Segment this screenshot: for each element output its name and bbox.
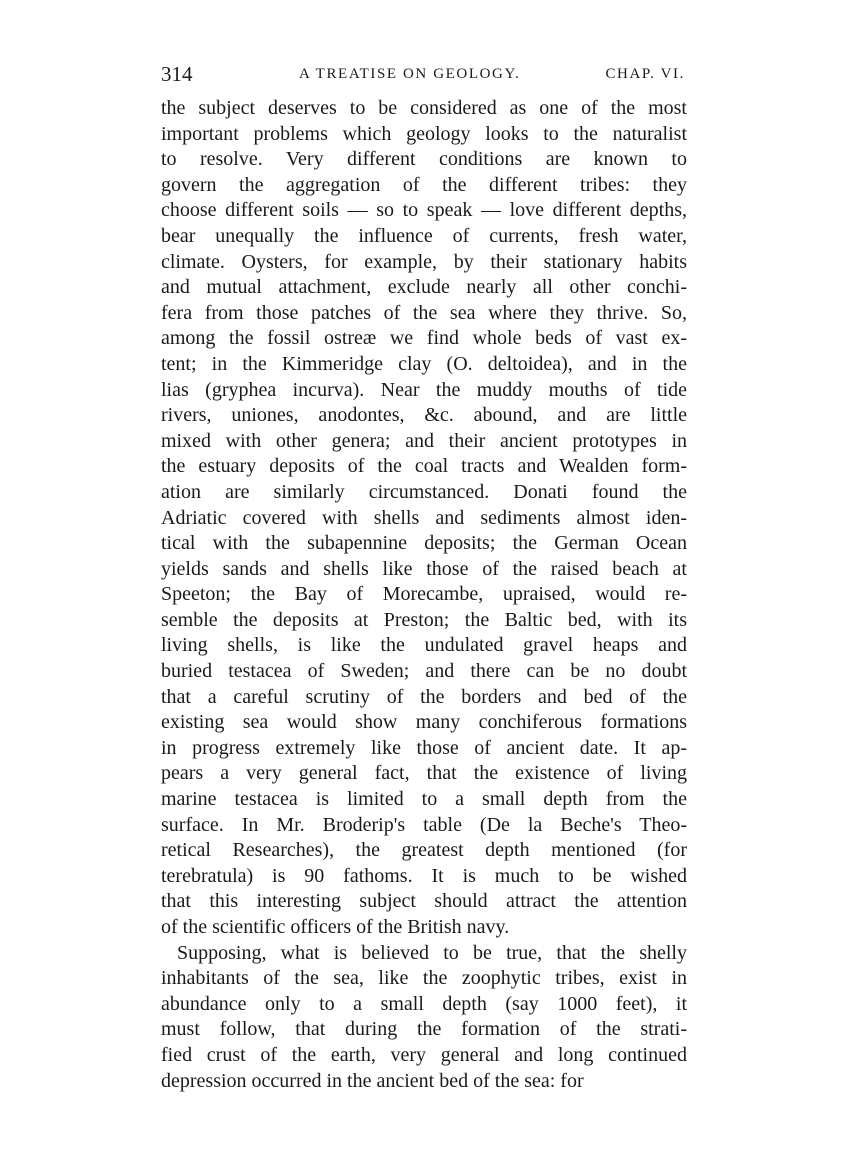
text-line: choose different soils — so to speak — love different depths, — [161, 199, 687, 222]
text-line: semble the deposits at Preston; the Baltic bed, with its — [161, 608, 687, 631]
text-line: yields sands and shells like those of the raised beach at — [161, 557, 687, 580]
running-head — [161, 58, 687, 90]
text-line: pears a very general fact, that the existence of living — [161, 762, 687, 785]
text-line: living shells, is like the undulated gravel heaps and — [161, 634, 687, 657]
text-line: fera from those patches of the sea where they thrive. So, — [161, 301, 687, 324]
body-text — [161, 96, 687, 1094]
text-line: the subject deserves to be considered as one of the most — [161, 97, 687, 119]
text-line: ation are similarly circumstanced. Donati found the — [161, 480, 687, 503]
text-line: tent; in the Kimmeridge clay (O. deltoidea), and in the — [161, 352, 687, 375]
text-line: Speeton; the Bay of Morecambe, upraised, would re- — [161, 583, 687, 606]
page-number: 314 — [161, 62, 193, 86]
text-line: rivers, uniones, anodontes, &c. abound, and are little — [161, 404, 687, 427]
book-title: A TREATISE ON GEOLOGY. — [299, 66, 521, 82]
text-line: terebratula) is 90 fathoms. It is much to be wished — [161, 864, 687, 887]
text-line: the estuary deposits of the coal tracts and Wealden form- — [161, 455, 687, 478]
text-line: that a careful scrutiny of the borders and bed of the — [161, 685, 687, 708]
text-line: among the fossil ostreæ we find whole beds of vast ex- — [161, 327, 687, 350]
text-line: lias (gryphea incurva). Near the muddy mouths of tide — [161, 378, 687, 401]
text-line: buried testacea of Sweden; and there can be no doubt — [161, 660, 687, 683]
text-line: Supposing, what is believed to be true, that the shelly — [177, 941, 687, 964]
text-line: of the scientific officers of the British navy. — [161, 916, 510, 938]
text-line: fied crust of the earth, very general and long continued — [161, 1043, 687, 1066]
text-line: mixed with other genera; and their ancient prototypes in — [161, 429, 687, 452]
text-line: in progress extremely like those of ancient date. It ap- — [161, 736, 687, 759]
text-line: surface. In Mr. Broderip's table (De la Beche's Theo- — [161, 813, 687, 836]
text-line: marine testacea is limited to a small depth from the — [161, 788, 687, 811]
text-line: tical with the subapennine deposits; the German Ocean — [161, 532, 687, 555]
text-line: and mutual attachment, exclude nearly all other conchi- — [161, 276, 687, 299]
text-line: Adriatic covered with shells and sediments almost iden- — [161, 506, 687, 529]
text-line: abundance only to a small depth (say 1000 feet), it — [161, 992, 687, 1015]
text-line: depression occurred in the ancient bed of the sea: for — [161, 1069, 584, 1092]
text-line: bear unequally the influence of currents, fresh water, — [161, 224, 687, 247]
paragraph-2 — [161, 941, 687, 1095]
text-line: to resolve. Very different conditions are known to — [161, 148, 687, 171]
book-page — [161, 58, 687, 1094]
text-line: that this interesting subject should attract the attention — [161, 890, 687, 913]
chapter-reference: CHAP. VI. — [605, 66, 685, 82]
paragraph-1 — [161, 96, 687, 941]
text-line: govern the aggregation of the different tribes: they — [161, 173, 687, 196]
text-line: retical Researches), the greatest depth mentioned (for — [161, 839, 687, 862]
text-line: important problems which geology looks to the naturalist — [161, 122, 687, 145]
text-line: must follow, that during the formation of the strati- — [161, 1018, 687, 1041]
text-line: inhabitants of the sea, like the zoophytic tribes, exist in — [161, 967, 687, 990]
text-line: existing sea would show many conchiferous formations — [161, 711, 687, 734]
text-line: climate. Oysters, for example, by their stationary habits — [161, 250, 687, 273]
